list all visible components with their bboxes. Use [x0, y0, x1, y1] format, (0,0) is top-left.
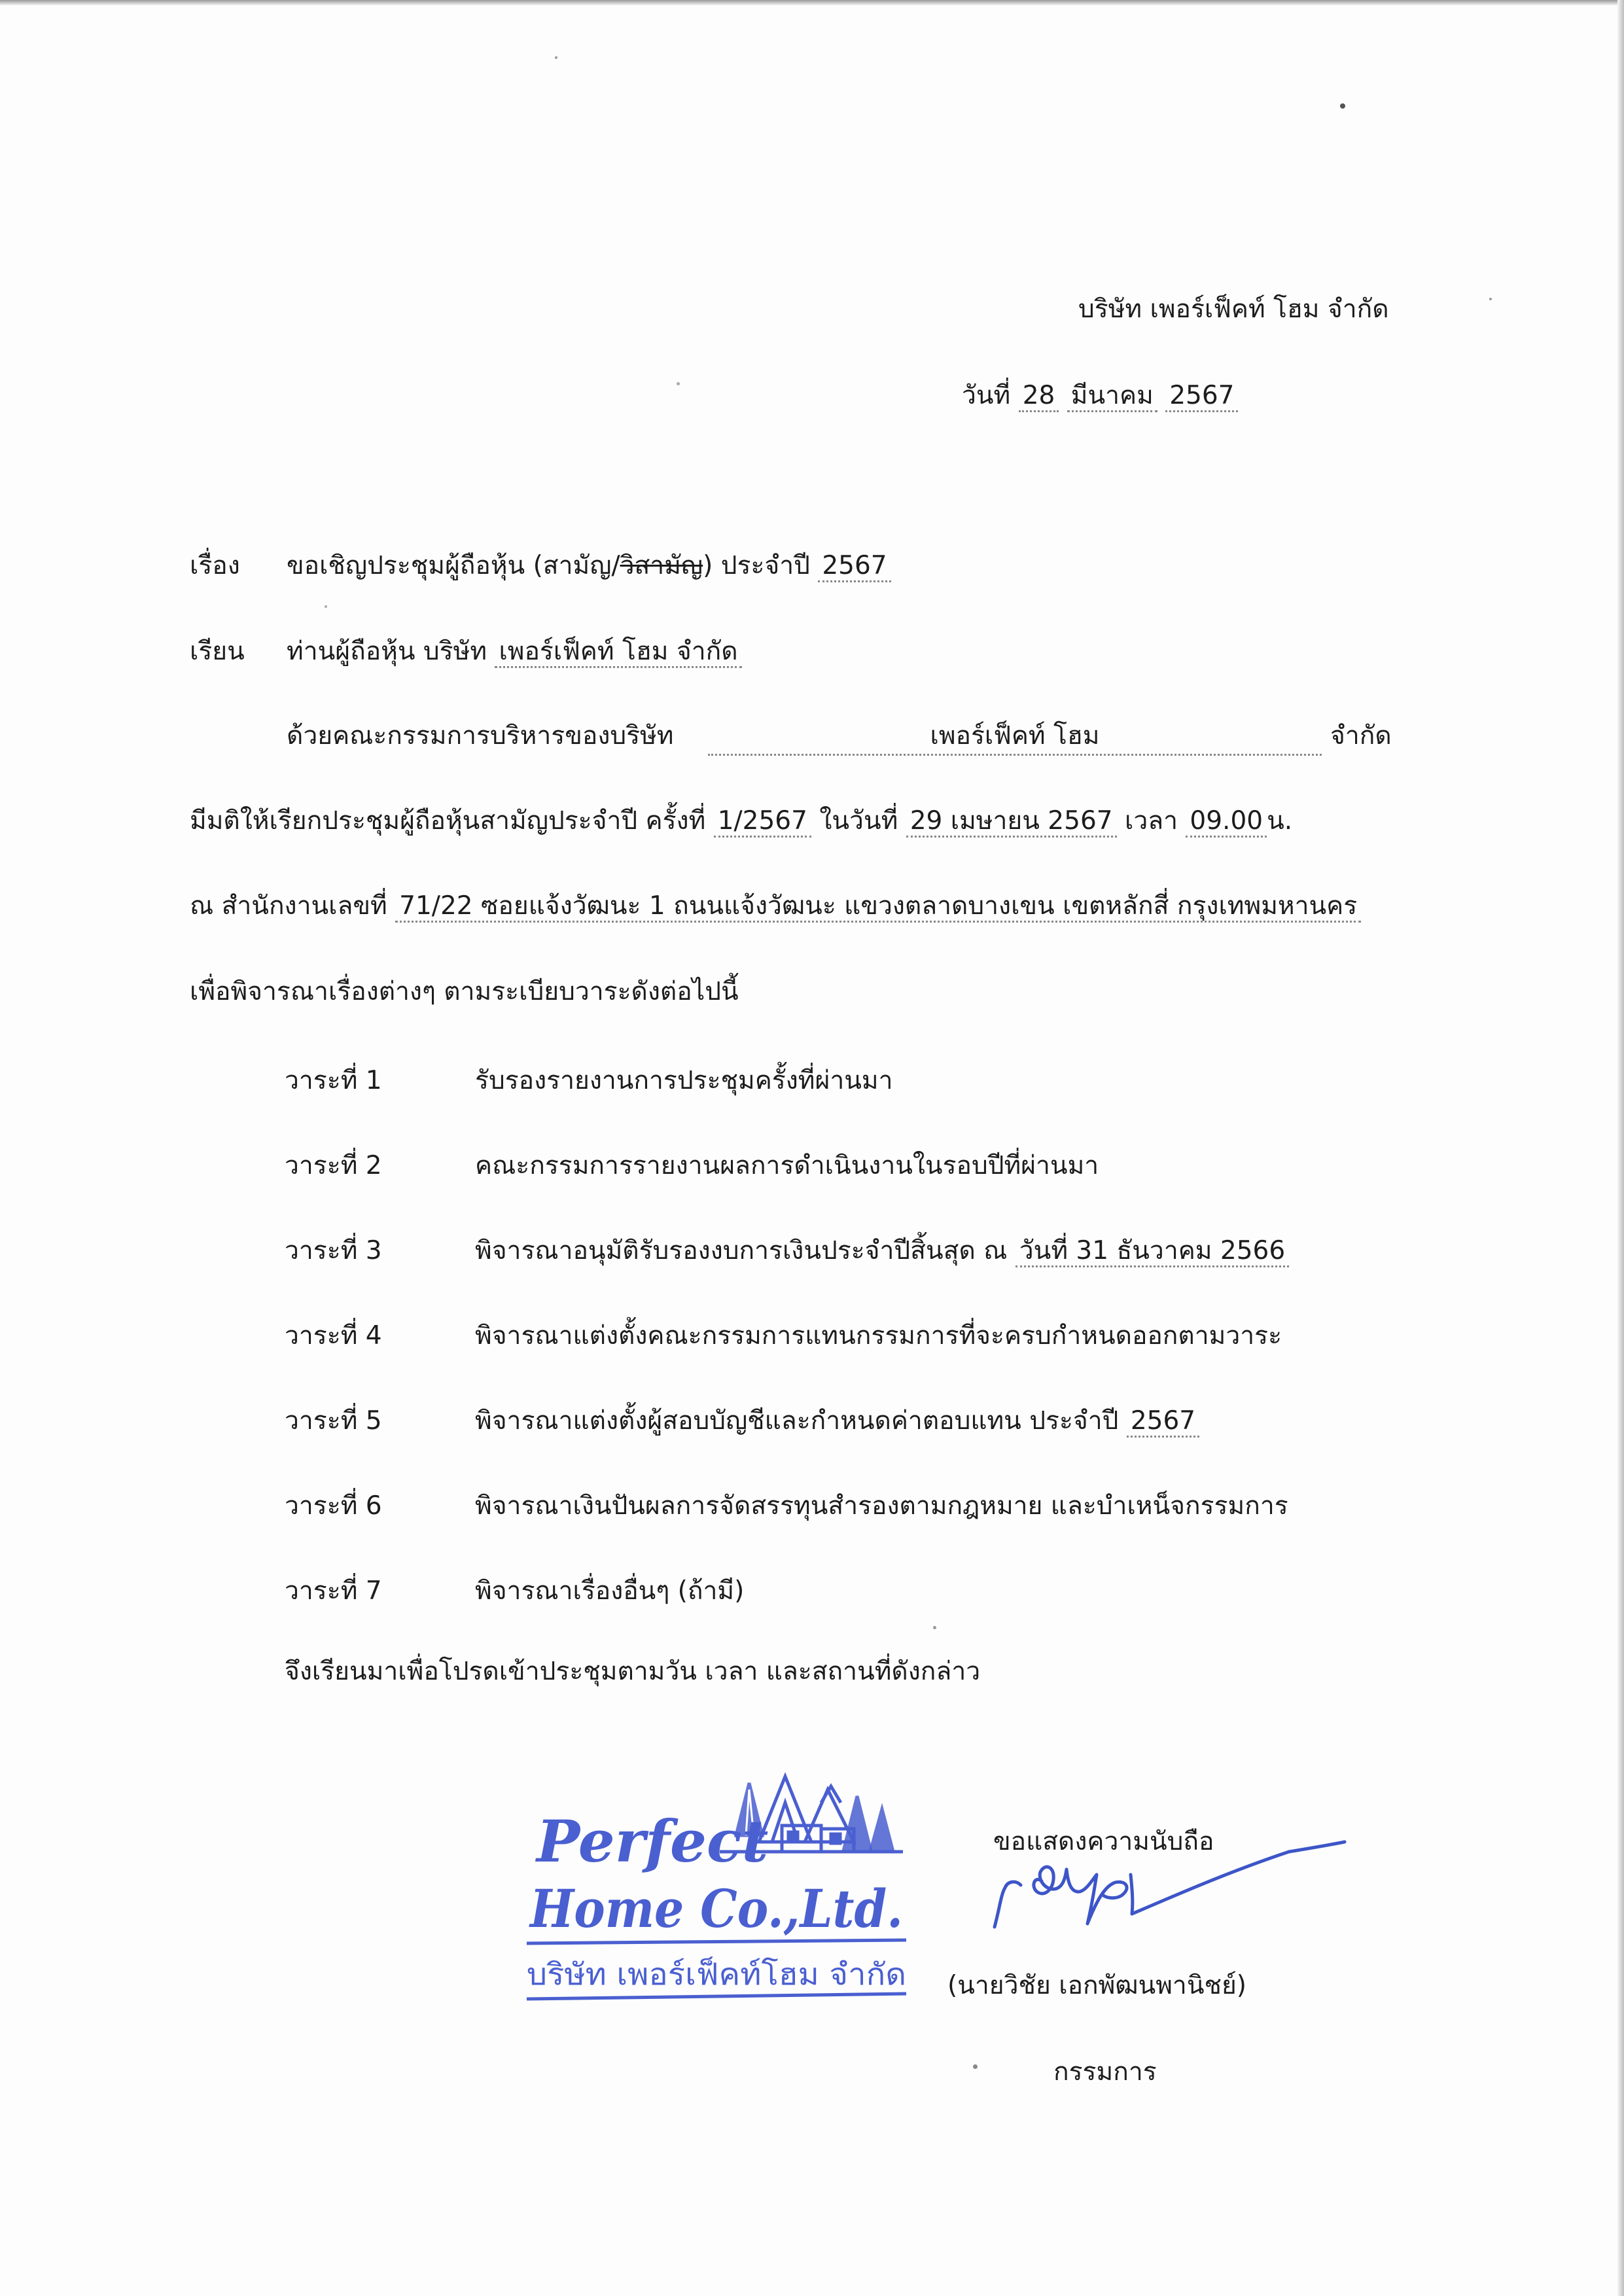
- agenda-text: [475, 1400, 1199, 1441]
- body-line-2-start: มีมติให้เรียกประชุมผู้ถือหุ้นสามัญประจำปี ครั้งที่: [190, 806, 706, 836]
- date-year: 2567: [1165, 381, 1238, 412]
- scan-speck: [1489, 298, 1492, 300]
- agenda-text: พิจารณาเรื่องอื่นๆ (ถ้ามี): [475, 1576, 745, 1606]
- signatory-position: กรรมการ: [1053, 2057, 1157, 2087]
- scan-speck: [325, 605, 327, 608]
- body-line-1-end: จำกัด: [1330, 721, 1392, 751]
- signatory-name: (นายวิชัย เอกพัฒนพานิชย์): [947, 1971, 1247, 2000]
- scan-speck: [555, 56, 557, 59]
- scan-speck: [677, 382, 680, 385]
- recipient-label: เรียน: [190, 637, 245, 666]
- recipient-text: [287, 634, 742, 669]
- scan-speck: [973, 2064, 978, 2069]
- recipient-prefix: ท่านผู้ถือหุ้น บริษัท: [287, 637, 487, 666]
- agenda-label: วาระที่ 6: [285, 1491, 382, 1521]
- body-line-2-mid: ในวันที่: [819, 806, 898, 836]
- date-prefix: วันที่: [962, 381, 1011, 410]
- subject-text-after: ) ประจำปี: [703, 551, 810, 580]
- agenda-text-year: 2567: [1127, 1406, 1199, 1438]
- regards-text: ขอแสดงความนับถือ: [993, 1827, 1214, 1856]
- body-line-4: เพื่อพิจารณาเรื่องต่างๆ ตามระเบียบวาระดังต่อไปนี้: [190, 977, 739, 1006]
- body-line-1-start: ด้วยคณะกรรมการบริหารของบริษัท: [287, 721, 674, 751]
- time-label: เวลา: [1124, 806, 1178, 836]
- stamp-line-1: Perfect: [537, 1807, 769, 1875]
- letter-date: [962, 378, 1238, 414]
- closing-sentence: จึงเรียนมาเพื่อโปรดเข้าประชุมตามวัน เวลา และสถานที่ดังกล่าว: [285, 1657, 981, 1686]
- scan-speck: [933, 1626, 936, 1629]
- agenda-label: วาระที่ 7: [285, 1576, 382, 1606]
- agenda-text-main: พิจารณาแต่งตั้งผู้สอบบัญชีและกำหนดค่าตอบแทน ประจำปี: [475, 1406, 1119, 1436]
- scan-edge-top: [0, 0, 1624, 5]
- stamp-line-2: Home Co.,Ltd.: [529, 1878, 903, 1939]
- subject-text: [287, 548, 891, 584]
- agenda-text-main: พิจารณาอนุมัติรับรองงบการเงินประจำปีสิ้นสุด ณ: [475, 1236, 1008, 1265]
- meeting-time: 09.00: [1186, 806, 1267, 838]
- meeting-venue: 71/22 ซอยแจ้งวัฒนะ 1 ถนนแจ้งวัฒนะ แขวงตลาดบางเขน เขตหลักสี่ กรุงเทพมหานคร: [395, 891, 1361, 923]
- agenda-text: พิจารณาแต่งตั้งคณะกรรมการแทนกรรมการที่จะครบกำหนดออกตามวาระ: [475, 1321, 1282, 1351]
- agenda-text: พิจารณาเงินปันผลการจัดสรรทุนสำรองตามกฎหมาย และบำเหน็จกรรมการ: [475, 1491, 1288, 1521]
- date-month: มีนาคม: [1067, 381, 1157, 412]
- stamp-line-3: บริษัท เพอร์เฟ็คท์โฮม จำกัด: [527, 1956, 906, 1992]
- agenda-label: วาระที่ 5: [285, 1406, 382, 1436]
- agenda-text-date: วันที่ 31 ธันวาคม 2566: [1015, 1236, 1289, 1267]
- meeting-number: 1/2567: [714, 806, 811, 838]
- scan-speck: [1340, 103, 1345, 109]
- company-name-header: บริษัท เพอร์เฟ็คท์ โฮม จำกัด: [1078, 294, 1389, 324]
- agenda-text: [475, 1230, 1289, 1271]
- handwritten-signature: [981, 1809, 1348, 1953]
- date-day: 28: [1019, 381, 1059, 412]
- agenda-label: วาระที่ 4: [285, 1321, 382, 1351]
- agenda-label: วาระที่ 1: [285, 1066, 382, 1095]
- subject-struck-word: วิสามัญ: [620, 551, 703, 580]
- recipient-company: เพอร์เฟ็คท์ โฮม จำกัด: [495, 637, 741, 668]
- body-line-1-company: เพอร์เฟ็คท์ โฮม: [708, 718, 1322, 756]
- meeting-date: 29 เมษายน 2567: [906, 806, 1117, 838]
- scan-edge-right: [1617, 0, 1624, 2296]
- body-line-3-start: ณ สำนักงานเลขที่: [190, 891, 387, 921]
- company-stamp: [523, 1763, 909, 2012]
- subject-year: 2567: [818, 551, 891, 582]
- agenda-text: รับรองรายงานการประชุมครั้งที่ผ่านมา: [475, 1066, 893, 1095]
- body-line-3: [190, 889, 1361, 924]
- body-line-2: [190, 804, 1292, 839]
- body-line-2-end: น.: [1267, 806, 1293, 836]
- stamp-rule-top: [527, 1940, 906, 1943]
- agenda-label: วาระที่ 2: [285, 1151, 382, 1180]
- subject-label: เรื่อง: [190, 551, 240, 580]
- subject-text-before: ขอเชิญประชุมผู้ถือหุ้น (สามัญ/: [287, 551, 620, 580]
- stamp-rule-bottom: [527, 1994, 906, 1999]
- agenda-text: คณะกรรมการรายงานผลการดำเนินงานในรอบปีที่ผ่านมา: [475, 1151, 1099, 1180]
- agenda-label: วาระที่ 3: [285, 1236, 382, 1265]
